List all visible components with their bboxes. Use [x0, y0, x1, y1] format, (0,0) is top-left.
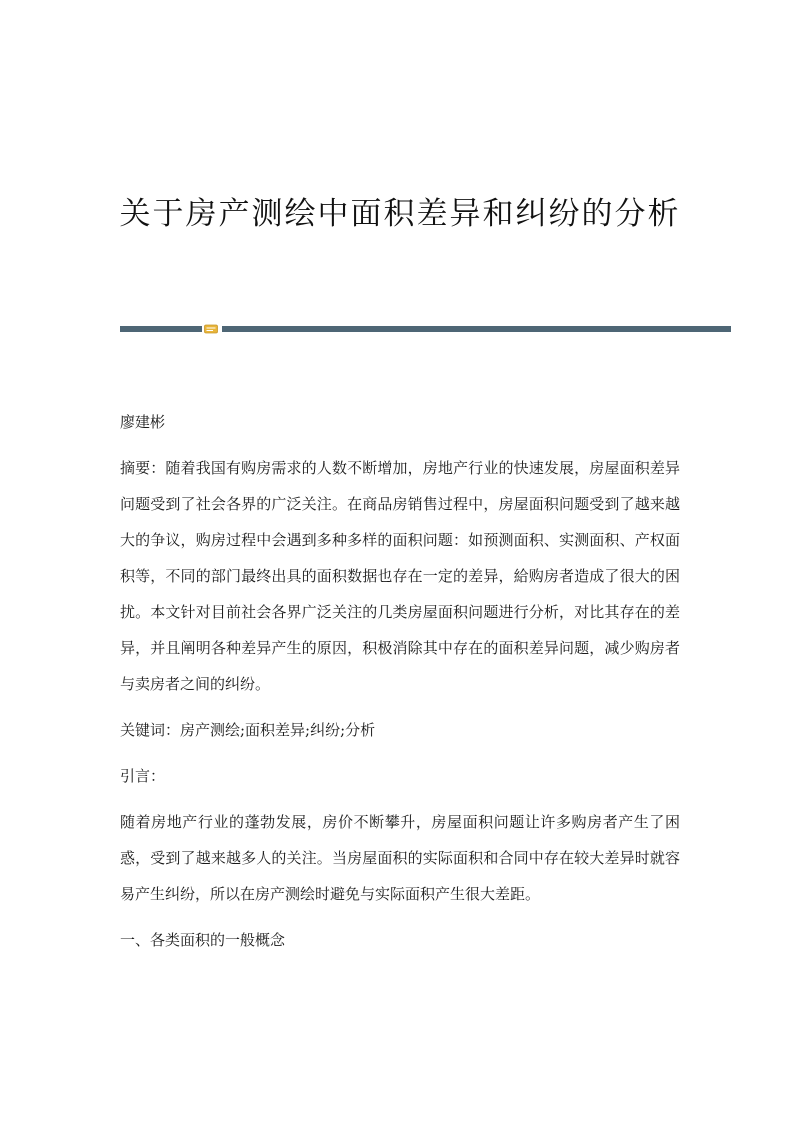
pencil-icon — [204, 324, 218, 334]
keywords-line: 关键词：房产测绘;面积差异;纠纷;分析 — [120, 721, 376, 739]
intro-paragraph: 随着房地产行业的蓬勃发展，房价不断攀升，房屋面积问题让许多购房者产生了困惑，受到了越来越多人的关注。当房屋面积的实际面积和合同中存在较大差异时就容易产生纠纷，所以在房产测绘时避免与实际面积产生很大差距。 — [120, 813, 680, 903]
document-title: 关于房产测绘中面积差异和纠纷的分析 — [119, 196, 681, 232]
title-rule-right — [222, 326, 731, 332]
section-heading: 一、各类面积的一般概念 — [120, 931, 286, 949]
title-rule-left — [120, 326, 202, 332]
intro-heading: 引言： — [120, 767, 166, 785]
document-body — [120, 404, 680, 958]
abstract-paragraph: 摘要：随着我国有购房需求的人数不断增加，房地产行业的快速发展，房屋面积差异问题受到了社会各界的广泛关注。在商品房销售过程中，房屋面积问题受到了越来越大的争议，购房过程中会遇到多种多样的面积问题：如预测面积、实测面积、产权面积等，不同的部门最终出具的面积数据也存在一定的差异，給购房者造成了很大的困扰。本文针对目前社会各界广泛关注的几类房屋面积问题进行分析，对比其存在的差异，并且阐明各种差异产生的原因，积极消除其中存在的面积差异问题，减少购房者与卖房者之间的纠纷。 — [120, 459, 680, 693]
author-name: 廖建彬 — [120, 413, 166, 431]
